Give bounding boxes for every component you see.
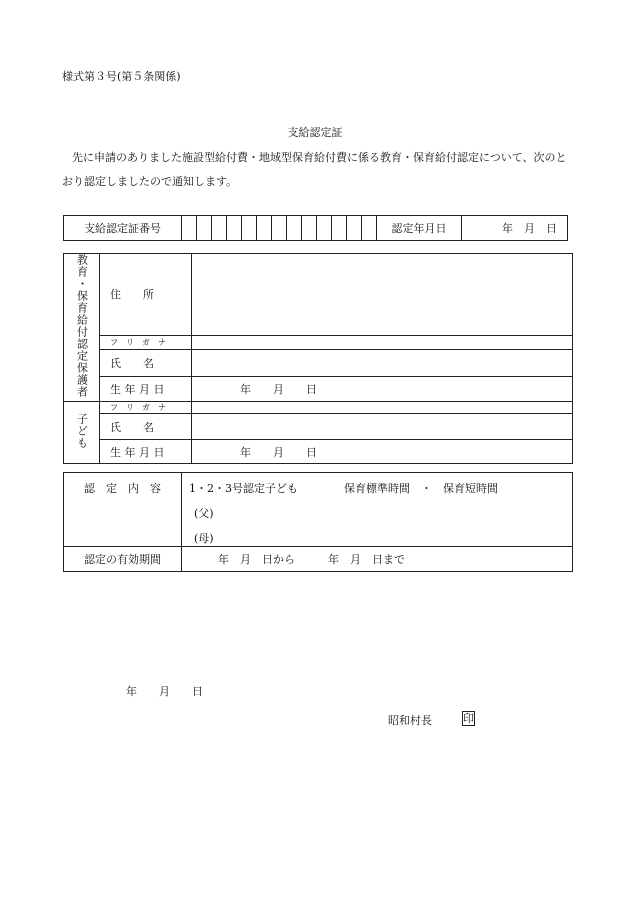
child-name-field[interactable] bbox=[192, 414, 573, 440]
child-section-cell bbox=[64, 402, 100, 464]
cert-date-label: 認定年月日 bbox=[377, 216, 462, 241]
content-label: 認 定 内 容 bbox=[64, 473, 182, 547]
child-birth-label: 生 年 月 日 bbox=[100, 440, 192, 464]
cert-number-digit[interactable] bbox=[362, 216, 377, 241]
guardian-section-label: 教育・保育給付認定保護者 bbox=[75, 254, 89, 398]
guardian-name-field[interactable] bbox=[192, 350, 573, 377]
child-birth-value[interactable]: 年 月 日 bbox=[192, 440, 573, 464]
validity-value[interactable]: 年 月 日から 年 月 日まで bbox=[182, 547, 573, 572]
guardian-name-label: 氏 名 bbox=[100, 350, 192, 377]
guardian-address-label: 住 所 bbox=[100, 254, 192, 336]
cert-number-digit[interactable] bbox=[347, 216, 362, 241]
cert-date-value[interactable]: 年 月 日 bbox=[462, 216, 568, 241]
issue-date: 年 月 日 bbox=[126, 685, 203, 698]
hours-text[interactable]: 保育標準時間 ・ 保育短時間 bbox=[344, 482, 498, 495]
intro-line-2: おり認定しましたので通知します。 bbox=[62, 175, 238, 188]
seal-icon: 印 bbox=[463, 712, 474, 725]
cert-number-digit[interactable] bbox=[317, 216, 332, 241]
guardian-birth-label: 生 年 月 日 bbox=[100, 377, 192, 402]
cert-number-digit[interactable] bbox=[197, 216, 212, 241]
child-section-label: 子ども bbox=[75, 413, 89, 449]
cert-number-digit[interactable] bbox=[287, 216, 302, 241]
cert-number-digit[interactable] bbox=[272, 216, 287, 241]
child-furigana-label: フ リ ガ ナ bbox=[100, 402, 192, 414]
issuer-name: 昭和村長 bbox=[388, 714, 432, 727]
child-furigana-field[interactable] bbox=[192, 402, 573, 414]
guardian-address-field[interactable] bbox=[192, 254, 573, 336]
cert-number-digit[interactable] bbox=[302, 216, 317, 241]
cert-number-digit[interactable] bbox=[257, 216, 272, 241]
intro-line-1: 先に申請のありました施設型給付費・地域型保育給付費に係る教育・保育給付認定について、次のと bbox=[72, 151, 567, 164]
form-number: 様式第３号(第５条関係) bbox=[62, 70, 181, 83]
document-title: 支給認定証 bbox=[287, 126, 343, 139]
cert-number-table bbox=[63, 215, 568, 241]
cert-number-digit[interactable] bbox=[182, 216, 197, 241]
guardian-furigana-label: フ リ ガ ナ bbox=[100, 335, 192, 349]
guardian-birth-value[interactable]: 年 月 日 bbox=[192, 377, 573, 402]
certification-table bbox=[63, 472, 573, 572]
category-text[interactable]: 1・2・3号認定子ども bbox=[189, 482, 298, 495]
validity-label: 認定の有効期間 bbox=[64, 547, 182, 572]
cert-number-digit[interactable] bbox=[332, 216, 347, 241]
seal-mark bbox=[462, 711, 475, 726]
guardian-section-cell bbox=[64, 254, 100, 402]
cert-number-digit[interactable] bbox=[227, 216, 242, 241]
person-table bbox=[63, 253, 573, 464]
father-label: (父) bbox=[194, 507, 214, 520]
cert-number-digit[interactable] bbox=[242, 216, 257, 241]
child-name-label: 氏 名 bbox=[100, 414, 192, 440]
cert-number-label: 支給認定証番号 bbox=[64, 216, 182, 241]
mother-label: (母) bbox=[194, 532, 214, 545]
content-cell bbox=[182, 473, 573, 547]
guardian-furigana-field[interactable] bbox=[192, 335, 573, 349]
cert-number-digit[interactable] bbox=[212, 216, 227, 241]
